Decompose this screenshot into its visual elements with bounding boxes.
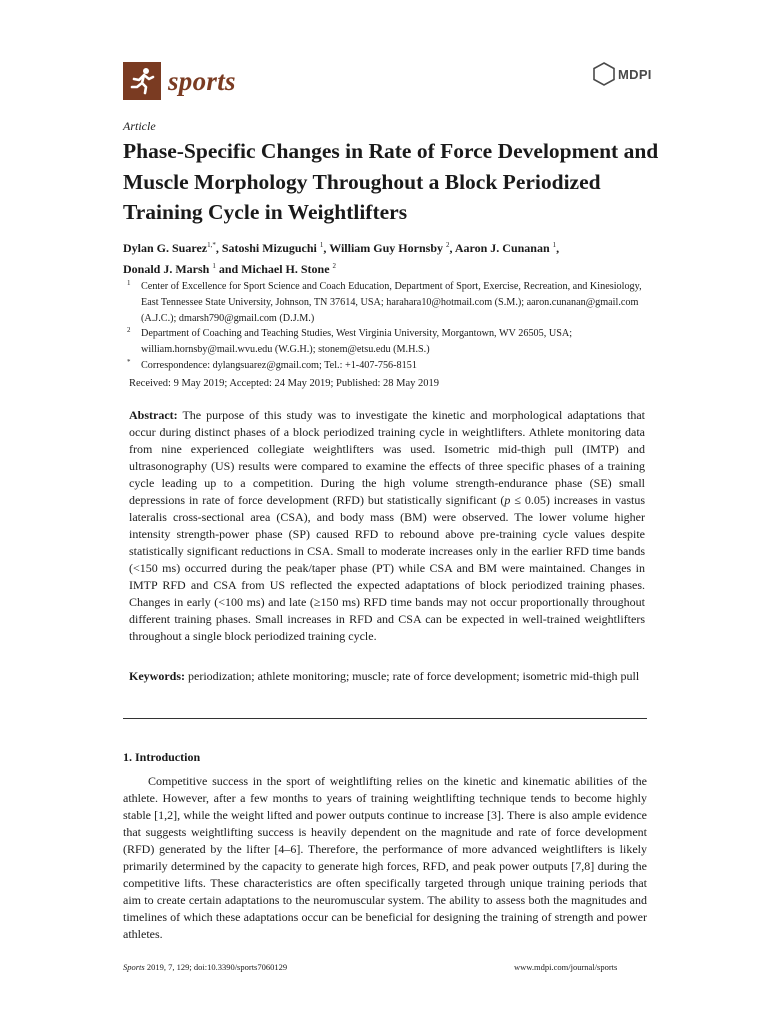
affiliation-text: Center of Excellence for Sport Science and Coach Education, Department of Sport, Exercise, Recreation, and Kinesiology, East Tennessee State University, Johnson, TN 37614, USA; harahara10@hotmail.com (S.M.); aaron.cunanan@gmail.com (A.J.C.); dmarsh790@gmail.com (D.J.M.): [141, 281, 642, 324]
abstract-label: Abstract:: [129, 408, 178, 422]
journal-logo[interactable]: [123, 62, 236, 100]
author-affiliation-mark: 1: [552, 241, 557, 249]
section-heading: 1. Introduction: [123, 750, 201, 764]
p-value-symbol: p: [504, 493, 511, 507]
author-name: Michael H. Stone: [241, 262, 330, 276]
affiliations: [127, 279, 661, 374]
author-name: Satoshi Mizuguchi: [221, 241, 317, 255]
author-name: William Guy Hornsby: [329, 241, 443, 255]
author-separator: ,: [215, 241, 222, 255]
affiliation-mark: *: [127, 357, 131, 366]
paper-title: Phase-Specific Changes in Rate of Force Development and Muscle Morphology Throughout a Block Periodized Training Cycle in Weightlifters: [123, 139, 659, 224]
abstract-text: The purpose of this study was to investigate the kinetic and morphological adaptations that occur during distinct phases of a block periodized training cycle in weightlifters. Athlete monitoring data from nine experienced collegiate weightlifters was used. Isometric mid-thigh pull (IMTP) and ultrasonography (US) results were compared to examine the effects of three specific phases of a training cycle leading up to a competition. During the high volume strength-endurance phase (SE) small depressions in rate of force development (RFD) but statistically significant (: [129, 408, 645, 507]
author-name: Aaron J. Cunanan: [454, 241, 550, 255]
publisher-name: MDPI: [618, 66, 652, 82]
keywords-label: Keywords:: [129, 669, 185, 683]
affiliation-item: [127, 326, 661, 358]
abstract-text-continued: ≤ 0.05) increases in vastus lateralis cross-sectional area (CSA), and body mass (BM) were observed. The lower volume higher intensity strength-power phase (SP) caused RFD to rebound above pre-training cycle values despite statistically significant reductions in CSA. Small to moderate increases only in the earlier RFD time bands (<150 ms) occurred during the peak/taper phase (PT) while CSA and BM were maintained. Changes in IMTP RFD and CSA from US reflected the expected adaptations of block periodized training phases. Changes in early (<100 ms) and late (≥150 ms) RFD time bands may not occur proportionally throughout different training phases. Small increases in RFD and CSA can be expected in well-trained weightlifters throughout a single block periodized training cycle.: [129, 493, 646, 643]
footer-url[interactable]: www.mdpi.com/journal/sports: [514, 962, 618, 972]
affiliation-item: [127, 357, 661, 374]
abstract: [129, 407, 645, 645]
author-affiliation-mark: 2: [446, 241, 450, 249]
affiliation-item: [127, 279, 661, 326]
author-list: [123, 236, 643, 278]
publication-dates: Received: 9 May 2019; Accepted: 24 May 2019; Published: 28 May 2019: [129, 378, 439, 389]
author-name: Dylan G. Suarez: [123, 241, 208, 255]
affiliation-text: Department of Coaching and Teaching Studies, West Virginia University, Morgantown, WV 26505, USA; william.hornsby@mail.wvu.edu (W.G.H.); stonem@etsu.edu (M.H.S.): [141, 328, 573, 356]
introduction-paragraph: Competitive success in the sport of weightlifting relies on the kinetic and kinematic abilities of the athlete. However, after a few months to years of training weightlifting technique tends to become highly stable [1,2], while the weight lifted and power outputs continue to increase [3]. There is also ample evidence that suggests weightlifting success is heavily dependent on the magnitude and rate of force development (RFD) generated by the lifter [4–6]. Therefore, the performance of more advanced weightlifters is likely primarily determined by the capacity to generate high forces, RFD, and peak power outputs [7,8] during the competitive lifts. These characteristics are often specifically targeted through unique training periods that aim to create certain adaptations to the neuromuscular system. The ability to assess both the magnitudes and timelines of which these adaptations occur can be beneficial for designing the training of strength and power athletes.: [123, 774, 647, 941]
mdpi-hexagon-icon: [593, 62, 615, 86]
keywords: [129, 668, 645, 685]
article-type: Article: [123, 119, 156, 133]
journal-name: sports: [168, 65, 236, 96]
publisher-logo[interactable]: [593, 62, 652, 86]
author-name: Donald J. Marsh: [123, 262, 210, 276]
author-affiliation-mark: 1: [212, 262, 216, 270]
author-separator: ,: [323, 241, 330, 255]
author-affiliation-mark: 2: [332, 262, 337, 270]
footer-citation: [123, 962, 287, 972]
affiliation-mark: 1: [127, 279, 131, 287]
author-separator: ,: [556, 241, 560, 255]
author-separator: ,: [449, 241, 455, 255]
keywords-text: periodization; athlete monitoring; muscle; rate of force development; isometric mid-thigh pull: [185, 669, 640, 683]
author-separator: and: [215, 262, 242, 276]
author-affiliation-mark: 1,*: [207, 241, 216, 249]
footer-citation-text: 2019, 7, 129; doi:10.3390/sports7060129: [144, 962, 288, 972]
runner-icon: [123, 62, 161, 100]
section-divider: [123, 718, 647, 719]
affiliation-text: Correspondence: dylangsuarez@gmail.com; Tel.: +1-407-756-8151: [141, 359, 417, 371]
footer-journal: Sports: [123, 962, 145, 972]
author-affiliation-mark: 1: [319, 241, 324, 249]
affiliation-mark: 2: [127, 326, 131, 335]
